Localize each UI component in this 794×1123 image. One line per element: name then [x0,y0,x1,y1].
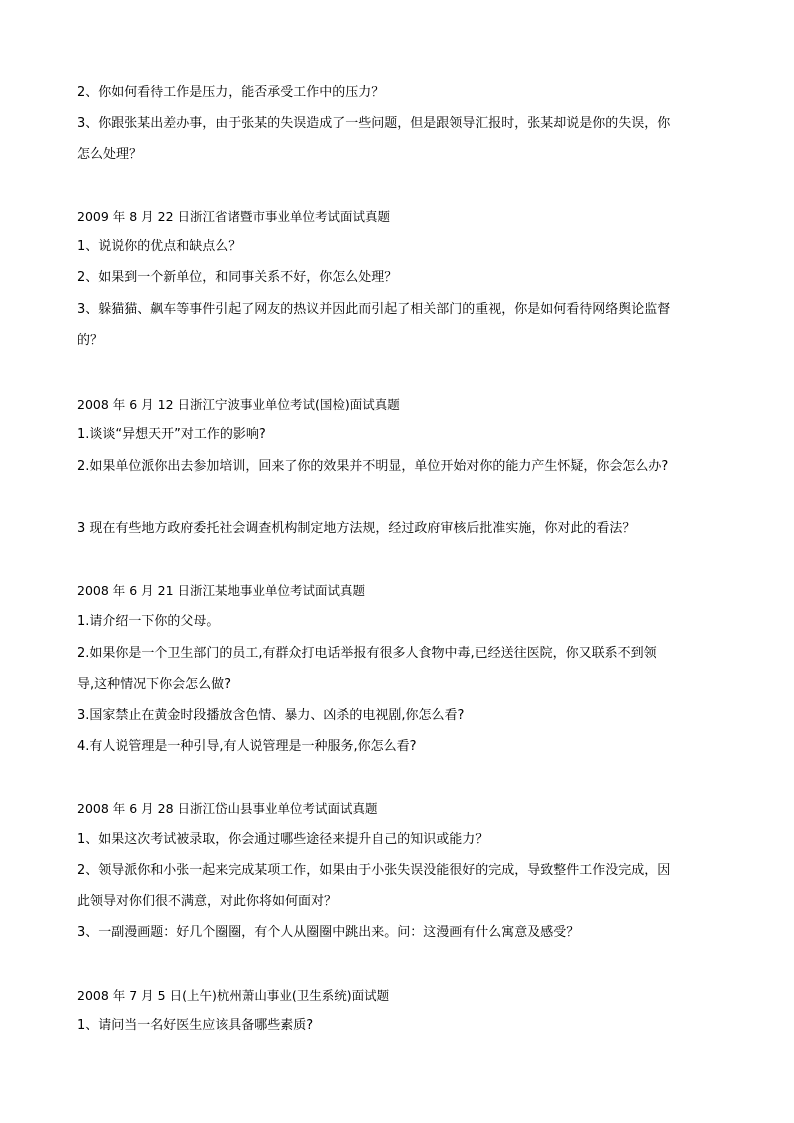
question-line: 2、你如何看待工作是压力，能否承受工作中的压力？ [77,85,385,100]
question-line: 3、躲猫猫、飙车等事件引起了网友的热议并因此而引起了相关部门的重视，你是如何看待网络舆论监督 [77,302,671,317]
question-line: 2.如果单位派你出去参加培训，回来了你的效果并不明显，单位开始对你的能力产生怀疑，你会怎么办? [77,459,669,474]
section-title: 2009 年 8 月 22 日浙江省诸暨市事业单位考试面试真题 [77,209,391,224]
question-line: 2.如果你是一个卫生部门的员工,有群众打电话举报有很多人食物中毒,已经送往医院，你又联系不到领 [77,646,657,661]
question-line: 3、你跟张某出差办事，由于张某的失误造成了一些问题，但是跟领导汇报时，张某却说是你的失误，你 [77,116,671,131]
question-line: 3、一副漫画题：好几个圈圈，有个人从圈圈中跳出来。问：这漫画有什么寓意及感受？ [77,925,580,940]
question-line: 2、如果到一个新单位，和同事关系不好，你怎么处理？ [77,270,398,285]
question-line-continuation: 的？ [77,333,104,348]
question-line-continuation: 此领导对你们很不满意，对此你将如何面对？ [77,894,338,909]
question-line: 1.请介绍一下你的父母。 [77,614,220,629]
question-line: 4.有人说管理是一种引导,有人说管理是一种服务,你怎么看? [77,739,417,754]
question-line: 3 现在有些地方政府委托社会调查机构制定地方法规，经过政府审核后批准实施，你对此的看法？ [77,521,636,536]
section-title: 2008 年 6 月 12 日浙江宁波事业单位考试(国检)面试真题 [77,397,400,412]
question-line: 1.谈谈“异想天开”对工作的影响? [77,427,266,442]
question-line: 3.国家禁止在黄金时段播放含色情、暴力、凶杀的电视剧,你怎么看? [77,708,465,723]
question-line: 1、说说你的优点和缺点么？ [77,239,242,254]
question-line: 1、如果这次考试被录取，你会通过哪些途径来提升自己的知识或能力？ [77,832,489,847]
question-line: 1、请问当一名好医生应该具备哪些素质? [77,1018,314,1033]
question-line-continuation: 怎么处理？ [77,147,143,162]
section-title: 2008 年 7 月 5 日(上午)杭州萧山事业(卫生系统)面试题 [77,988,390,1003]
section-title: 2008 年 6 月 21 日浙江某地事业单位考试面试真题 [77,583,366,598]
question-line: 2、领导派你和小张一起来完成某项工作，如果由于小张失误没能很好的完成，导致整件工作没完成，因 [77,863,671,878]
section-title: 2008 年 6 月 28 日浙江岱山县事业单位考试面试真题 [77,801,378,816]
question-line-continuation: 导,这种情况下你会怎么做? [77,677,232,692]
